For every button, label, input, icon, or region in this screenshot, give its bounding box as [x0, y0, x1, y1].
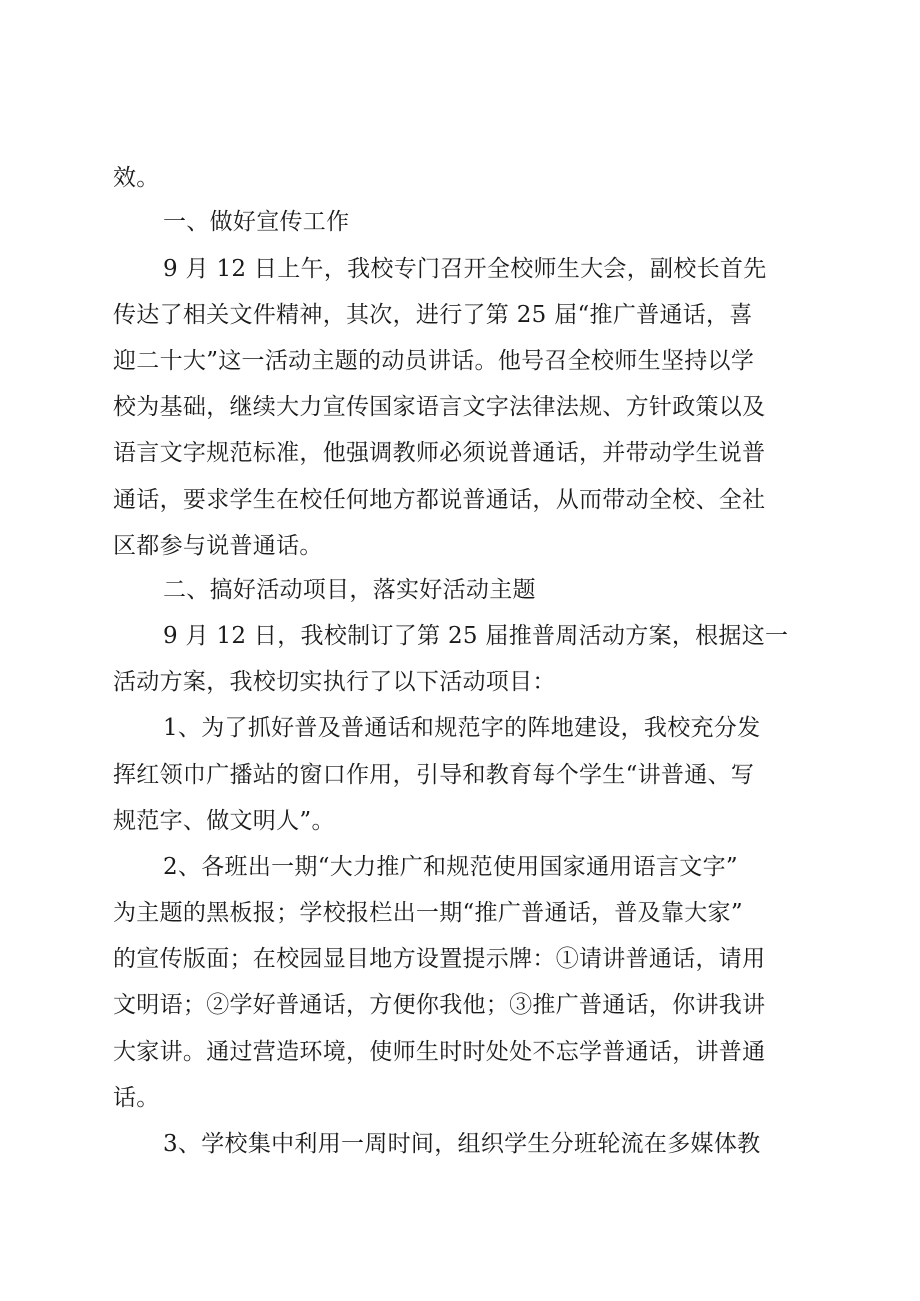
paragraph-line: 效。 [113, 165, 160, 191]
paragraph-line: 9 月 12 日，我校制订了第 25 届推普周活动方案，根据这一 [163, 623, 789, 649]
paragraph-line: 区都参与说普通话。 [113, 533, 323, 559]
paragraph-line: 话。 [113, 1085, 160, 1111]
paragraph-line: 校为基础，继续大力宣传国家语言文字法律法规、方针政策以及 [113, 394, 766, 420]
paragraph-line: 活动方案，我校切实执行了以下活动项目： [113, 669, 556, 695]
section-heading-publicity: 一、做好宣传工作 [163, 209, 350, 235]
paragraph-line: 为主题的黑板报；学校报栏出一期“推广普通话，普及靠大家” [113, 900, 743, 926]
paragraph-line: 文明语；②学好普通话，方便你我他；③推广普通话，你讲我讲 [113, 992, 766, 1018]
paragraph-line: 大家讲。通过营造环境，使师生时时处处不忘学普通话，讲普通 [113, 1039, 766, 1065]
paragraph-line: 语言文字规范标准，他强调教师必须说普通话，并带动学生说普 [113, 440, 766, 466]
paragraph-line: 规范字、做文明人”。 [113, 808, 335, 834]
paragraph-line: 挥红领巾广播站的窗口作用，引导和教育每个学生“讲普通、写 [113, 762, 755, 788]
paragraph-line: 9 月 12 日上午，我校专门召开全校师生大会，副校长首先 [163, 256, 767, 282]
paragraph-line: 迎二十大”这一活动主题的动员讲话。他号召全校师生坚持以学 [113, 348, 755, 374]
paragraph-line: 的宣传版面；在校园显目地方设置提示牌：①请讲普通话，请用 [113, 946, 766, 972]
paragraph-line: 1、为了抓好普及普通话和规范字的阵地建设，我校充分发 [163, 715, 761, 741]
paragraph-line: 传达了相关文件精神，其次，进行了第 25 届“推广普通话，喜 [113, 302, 753, 328]
paragraph-line: 通话，要求学生在校任何地方都说普通话，从而带动全校、全社 [113, 487, 766, 513]
paragraph-line: 2、各班出一期“大力推广和规范使用国家通用语言文字” [163, 854, 738, 880]
section-heading-activities: 二、搞好活动项目，落实好活动主题 [163, 577, 536, 603]
paragraph-line: 3、学校集中利用一周时间，组织学生分班轮流在多媒体教 [163, 1131, 761, 1157]
